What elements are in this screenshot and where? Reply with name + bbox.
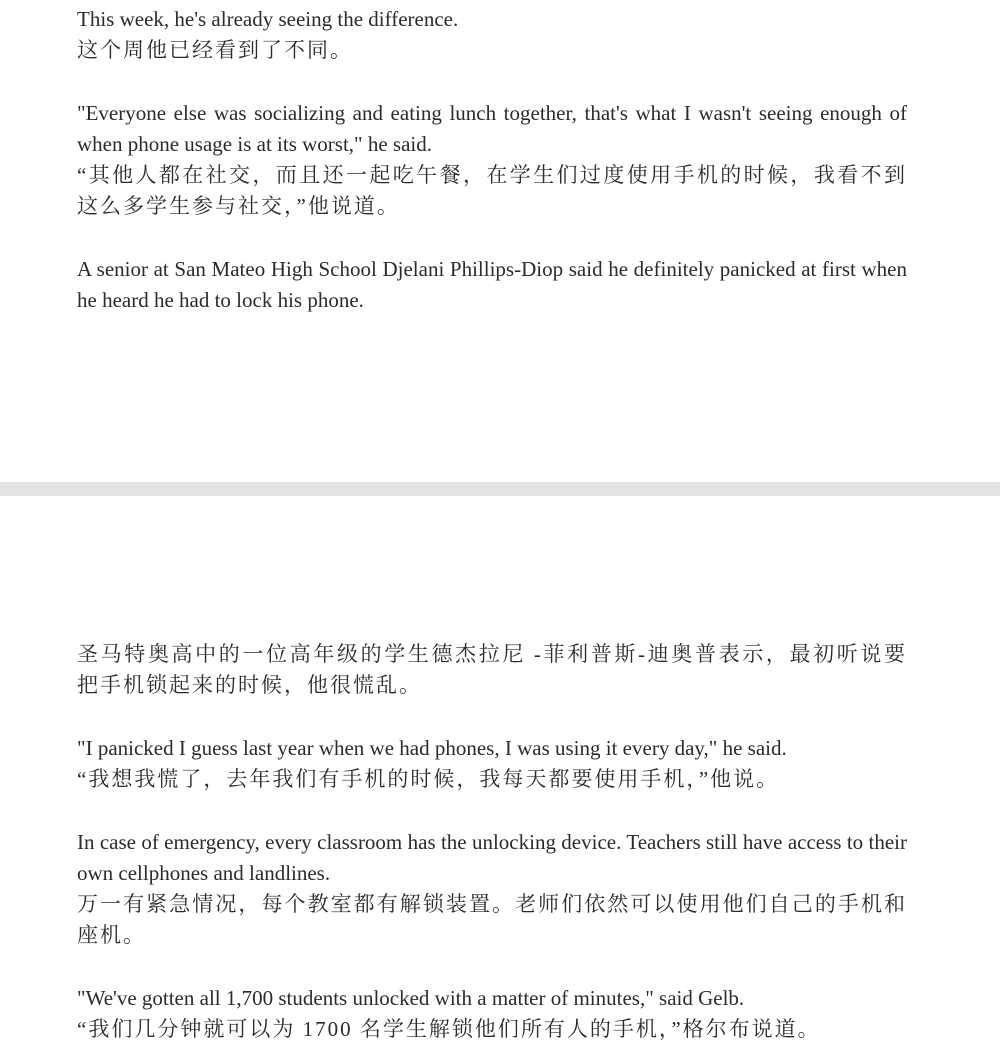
page-divider [0, 482, 1000, 496]
english-text: "I panicked I guess last year when we had phones, I was using it every day," he said. [77, 736, 787, 760]
paragraph [77, 4, 907, 66]
paragraph [77, 98, 907, 222]
english-text: "Everyone else was socializing and eating lunch together, that's what I wasn't seeing enough of when phone usage is at its worst," he said. [77, 101, 907, 156]
english-text: "We've gotten all 1,700 students unlocked with a matter of minutes," said Gelb. [77, 986, 745, 1010]
paragraph [77, 639, 907, 701]
document-page-2 [0, 496, 1000, 1058]
chinese-text: “我想我慌了，去年我们有手机的时候，我每天都要使用手机，”他说。 [77, 767, 780, 791]
chinese-text: 万一有紧急情况，每个教室都有解锁装置。老师们依然可以使用他们自己的手机和座机。 [77, 892, 907, 947]
chinese-text: “其他人都在社交，而且还一起吃午餐，在学生们过度使用手机的时候，我看不到这么多学生参与社交，”他说道。 [77, 163, 907, 218]
english-text: A senior at San Mateo High School Djelani Phillips-Diop said he definitely panicked at first when he heard he had to lock his phone. [77, 257, 907, 312]
paragraph [77, 983, 907, 1045]
paragraph [77, 827, 907, 951]
chinese-text: “我们几分钟就可以为 1700 名学生解锁他们所有人的手机，”格尔布说道。 [77, 1017, 821, 1041]
chinese-text: 圣马特奥高中的一位高年级的学生德杰拉尼 -菲利普斯-迪奥普表示，最初听说要把手机锁起来的时候，他很慌乱。 [77, 642, 907, 697]
paragraph [77, 254, 907, 316]
english-text: This week, he's already seeing the difference. [77, 7, 459, 31]
english-text: In case of emergency, every classroom has the unlocking device. Teachers still have access to their own cellphones and landlines. [77, 830, 907, 885]
chinese-text: 这个周他已经看到了不同。 [77, 38, 353, 62]
document-page-1 [0, 0, 1000, 482]
paragraph [77, 733, 907, 795]
